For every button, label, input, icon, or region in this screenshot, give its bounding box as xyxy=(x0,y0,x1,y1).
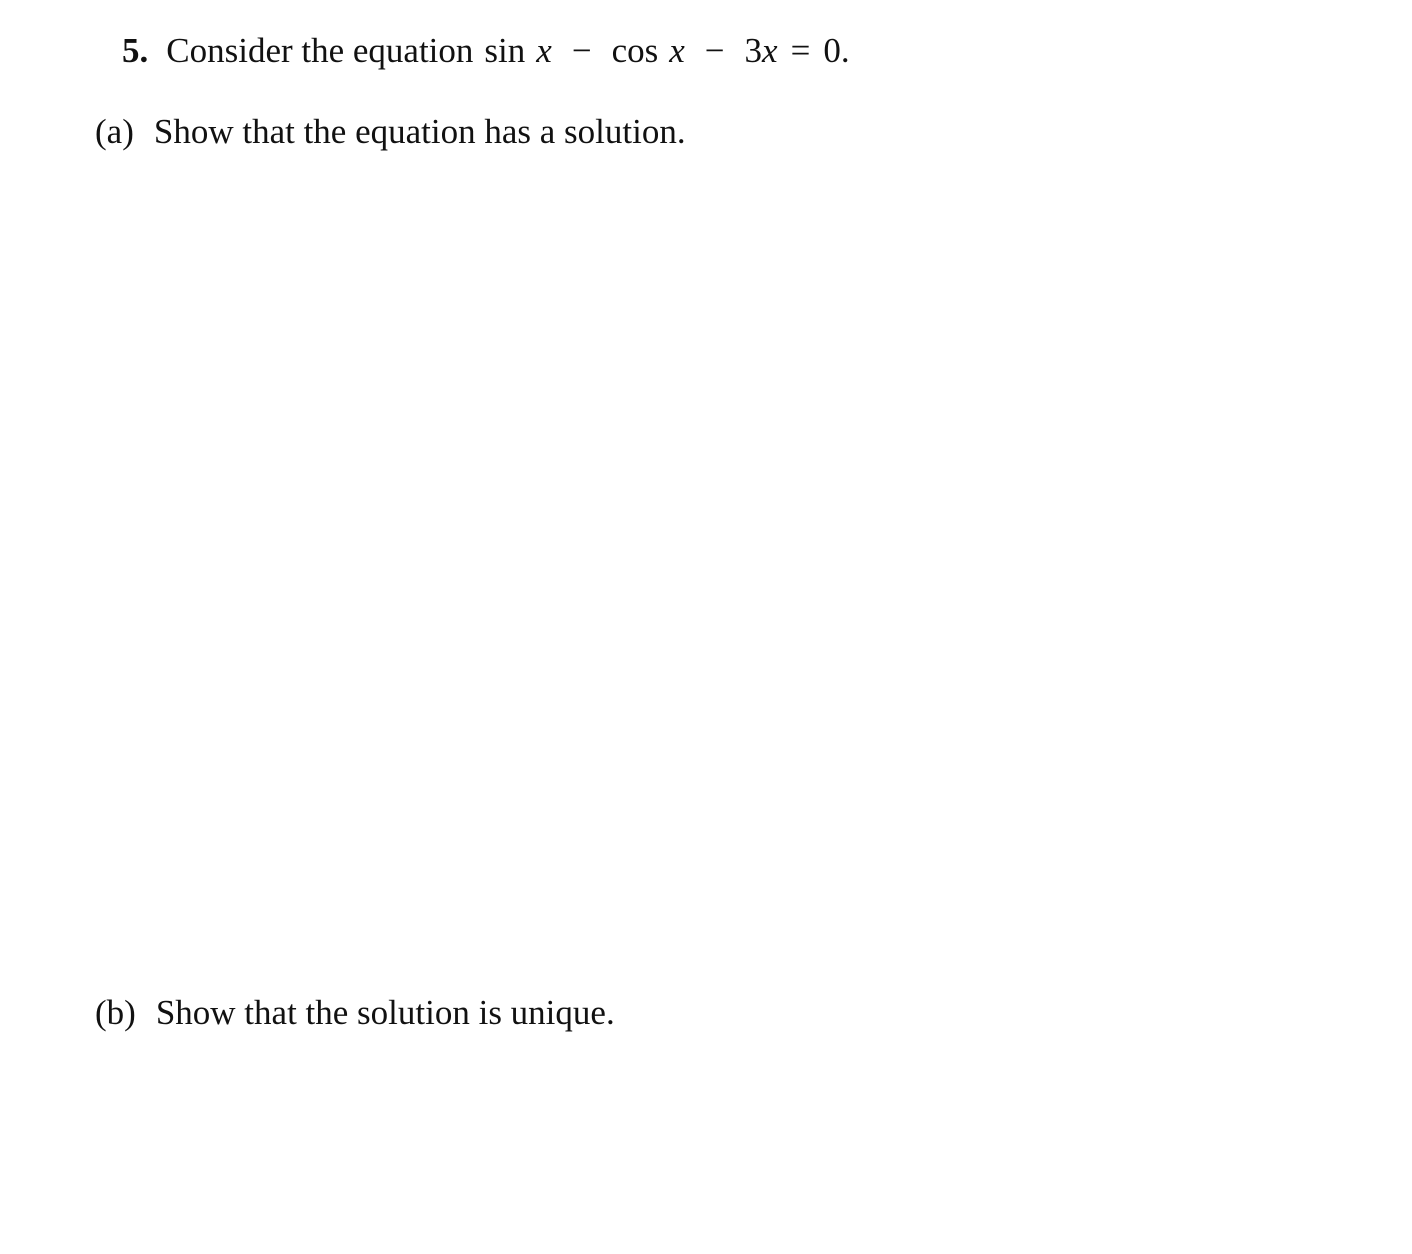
variable-x: x xyxy=(669,31,685,70)
part-b-label: (b) xyxy=(95,993,136,1032)
part-a-label: (a) xyxy=(95,112,134,151)
problem-statement xyxy=(122,31,850,71)
problem-intro: Consider the equation xyxy=(166,31,474,70)
minus-operator: − xyxy=(571,31,592,70)
part-a xyxy=(95,112,686,152)
part-b xyxy=(95,993,615,1033)
variable-x: x xyxy=(762,31,778,70)
right-hand-side: 0 xyxy=(823,31,841,70)
answer-space-b xyxy=(95,1050,1295,1230)
equals-sign: = xyxy=(790,31,811,70)
variable-x: x xyxy=(536,31,552,70)
cos-function: cos xyxy=(611,31,659,70)
part-b-text: Show that the solution is unique. xyxy=(155,993,615,1032)
minus-operator: − xyxy=(704,31,725,70)
equation xyxy=(484,31,849,70)
coefficient: 3 xyxy=(744,31,763,70)
period: . xyxy=(840,31,850,70)
sin-function: sin xyxy=(484,31,526,70)
problem-number: 5. xyxy=(122,31,149,70)
answer-space-a xyxy=(95,170,1295,960)
part-a-text: Show that the equation has a solution. xyxy=(153,112,686,151)
